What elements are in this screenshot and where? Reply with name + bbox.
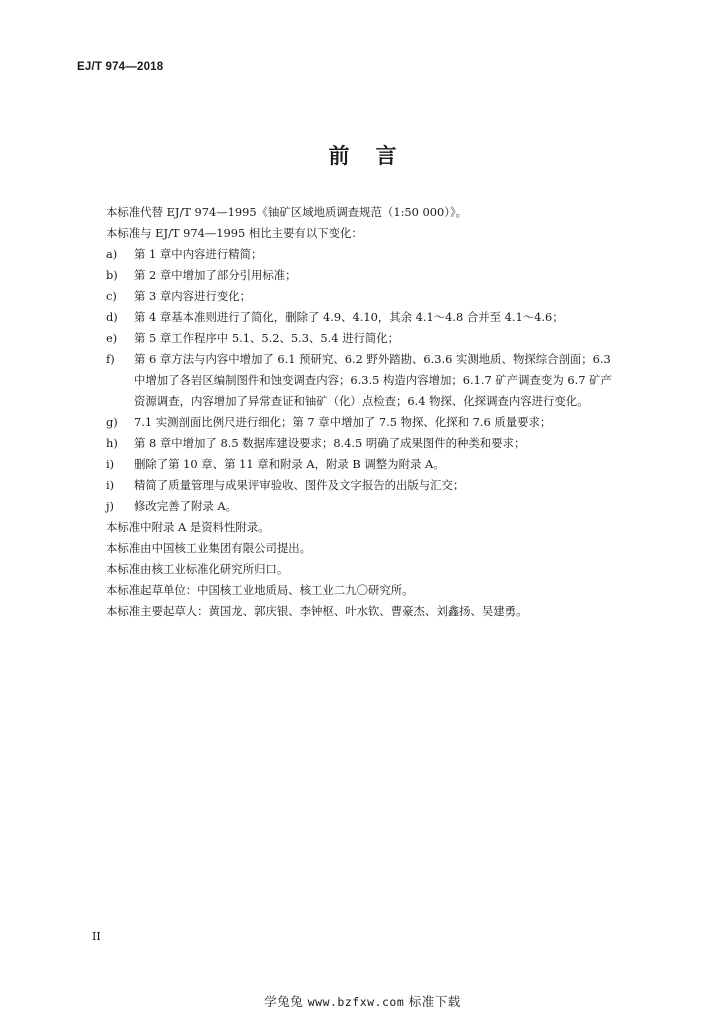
list-text: 中增加了各岩区编制图件和蚀变调查内容；6.3.5 构造内容增加；6.1.7 矿产调查变为 6.7 矿产: [134, 373, 612, 387]
list-text: 修改完善了附录 A。: [134, 499, 237, 513]
footer-watermark: [0, 992, 725, 1010]
list-item: [106, 454, 651, 475]
list-marker: i): [106, 478, 115, 492]
list-marker: j): [106, 499, 114, 513]
administrator-note: 本标准由核工业标准化研究所归口。: [106, 562, 289, 576]
list-marker: a): [106, 247, 118, 261]
list-marker: f): [106, 352, 115, 366]
intro-paragraph: 本标准代替 EJ/T 974—1995《铀矿区域地质调查规范（1:50 000）》。: [106, 205, 468, 219]
list-text: 第 5 章工作程序中 5.1、5.2、5.3、5.4 进行简化；: [134, 331, 400, 345]
list-item: [106, 307, 651, 328]
list-text: 第 3 章内容进行变化；: [134, 289, 252, 303]
list-text: 资源调查，内容增加了异常查证和铀矿（化）点检查；6.4 物探、化探调查内容进行变化。: [134, 394, 589, 408]
list-marker: g): [106, 415, 118, 429]
page-number: II: [92, 930, 101, 943]
list-item: [106, 412, 651, 433]
list-marker: e): [106, 331, 118, 345]
list-item: [106, 286, 651, 307]
page-title: 前言: [328, 144, 423, 168]
list-text: 7.1 实测剖面比例尺进行细化；第 7 章中增加了 7.5 物探、化探和 7.6 质量要求；: [134, 415, 552, 429]
footer-site-name: 学兔兔: [264, 994, 304, 1009]
list-marker: h): [106, 436, 118, 450]
list-text: 第 8 章中增加了 8.5 数据库建设要求；8.4.5 明确了成果图件的种类和要求；: [134, 436, 526, 450]
list-marker: b): [106, 268, 118, 282]
list-text: 第 4 章基本准则进行了简化，删除了 4.9、4.10，其余 4.1～4.8 合并至 4.1～4.6；: [134, 310, 564, 324]
footer-label: 标准下载: [408, 994, 461, 1009]
appendix-note: 本标准中附录 A 是资料性附录。: [106, 520, 270, 534]
list-text: 第 6 章方法与内容中增加了 6.1 预研究、6.2 野外踏勘、6.3.6 实测地质、物探综合剖面；6.3: [134, 352, 611, 366]
list-text: 第 2 章中增加了部分引用标准；: [134, 268, 297, 282]
list-item: [106, 475, 651, 496]
list-item: [106, 244, 651, 265]
list-marker: d): [106, 310, 118, 324]
list-item: [106, 265, 651, 286]
list-text: 第 1 章中内容进行精简；: [134, 247, 263, 261]
intro-paragraph: 本标准与 EJ/T 974—1995 相比主要有以下变化：: [106, 226, 363, 240]
document-code: EJ/T 974—2018: [77, 61, 164, 73]
drafting-units: 本标准起草单位：中国核工业地质局、核工业二九〇研究所。: [106, 583, 414, 597]
list-item: [106, 349, 651, 412]
change-list: [106, 244, 651, 517]
proposer-note: 本标准由中国核工业集团有限公司提出。: [106, 541, 312, 555]
drafters: 本标准主要起草人：黄国龙、郭庆银、李钟枢、叶水钦、曹豪杰、刘鑫扬、吴建勇。: [106, 604, 528, 618]
list-marker: c): [106, 289, 117, 303]
preface-body: [106, 202, 651, 622]
list-marker: i): [106, 457, 115, 471]
list-text: 精简了质量管理与成果评审验收、图件及文字报告的出版与汇交；: [134, 478, 465, 492]
list-item: [106, 433, 651, 454]
list-item: [106, 496, 651, 517]
footer-url[interactable]: www.bzfxw.com: [307, 995, 405, 1009]
list-text: 删除了第 10 章、第 11 章和附录 A，附录 B 调整为附录 A。: [134, 457, 445, 471]
list-item: [106, 328, 651, 349]
